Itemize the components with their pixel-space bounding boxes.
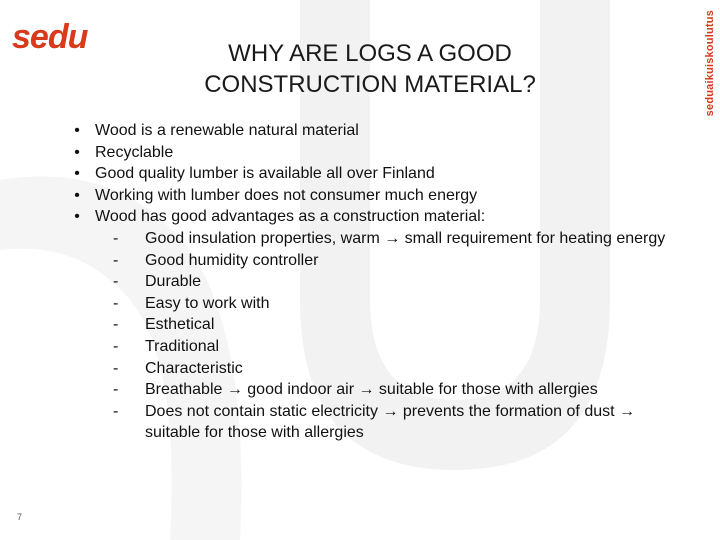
sub-text: Good insulation properties, warm → small requirement for heating energy bbox=[145, 229, 666, 247]
sub-item bbox=[72, 228, 692, 250]
slide-body bbox=[72, 120, 692, 444]
page-number: 7 bbox=[17, 512, 23, 522]
sub-item bbox=[72, 379, 692, 401]
sub-dash: - bbox=[113, 316, 119, 334]
bullet-item bbox=[72, 120, 692, 142]
bullet-item bbox=[72, 185, 692, 207]
sub-text: Characteristic bbox=[145, 359, 243, 377]
sedu-logo: sedu bbox=[12, 18, 88, 56]
sub-item bbox=[72, 271, 692, 293]
sub-dash: - bbox=[113, 337, 119, 355]
bullet-text: Working with lumber does not consumer much energy bbox=[95, 186, 478, 204]
sub-text: Breathable → good indoor air → suitable for those with allergies bbox=[145, 381, 598, 399]
bullet-item bbox=[72, 142, 692, 164]
sub-text: Does not contain static electricity → prevents the formation of dust → suitable for those with allergies bbox=[145, 402, 635, 442]
bullet-text: Wood has good advantages as a construction material: bbox=[95, 208, 486, 226]
bullet-item bbox=[72, 163, 692, 185]
side-brand-sedu: sedu bbox=[704, 89, 716, 117]
side-brand-text bbox=[704, 10, 716, 116]
bullet-dot: • bbox=[74, 186, 80, 204]
sub-dash: - bbox=[113, 273, 119, 291]
sub-dash: - bbox=[113, 229, 119, 247]
sub-text: Traditional bbox=[145, 337, 220, 355]
bullet-dot: • bbox=[74, 143, 80, 161]
sub-text: Easy to work with bbox=[145, 294, 270, 312]
sub-item bbox=[72, 336, 692, 358]
sub-dash: - bbox=[113, 359, 119, 377]
sub-item bbox=[72, 401, 692, 444]
sub-item bbox=[72, 293, 692, 315]
slide-title: WHY ARE LOGS A GOOD CONSTRUCTION MATERIAL? bbox=[204, 40, 536, 98]
sub-dash: - bbox=[113, 251, 119, 269]
sub-item bbox=[72, 250, 692, 272]
sub-text: Good humidity controller bbox=[145, 251, 319, 269]
bullet-text: Wood is a renewable natural material bbox=[95, 122, 359, 139]
sub-text: Esthetical bbox=[145, 316, 215, 334]
bullet-text: Recyclable bbox=[95, 143, 174, 161]
sub-item bbox=[72, 358, 692, 380]
bullet-dot: • bbox=[74, 122, 80, 139]
sub-dash: - bbox=[113, 381, 119, 399]
sub-text: Durable bbox=[145, 273, 202, 291]
bullet-text: Good quality lumber is available all over Finland bbox=[95, 165, 435, 183]
bullet-dot: • bbox=[74, 208, 80, 226]
side-brand-aikuiskoulutus: aikuiskoulutus bbox=[704, 10, 716, 90]
sub-dash: - bbox=[113, 402, 119, 420]
bullet-item bbox=[72, 206, 692, 228]
bullet-dot: • bbox=[74, 165, 80, 183]
sub-dash: - bbox=[113, 294, 119, 312]
sub-item bbox=[72, 314, 692, 336]
